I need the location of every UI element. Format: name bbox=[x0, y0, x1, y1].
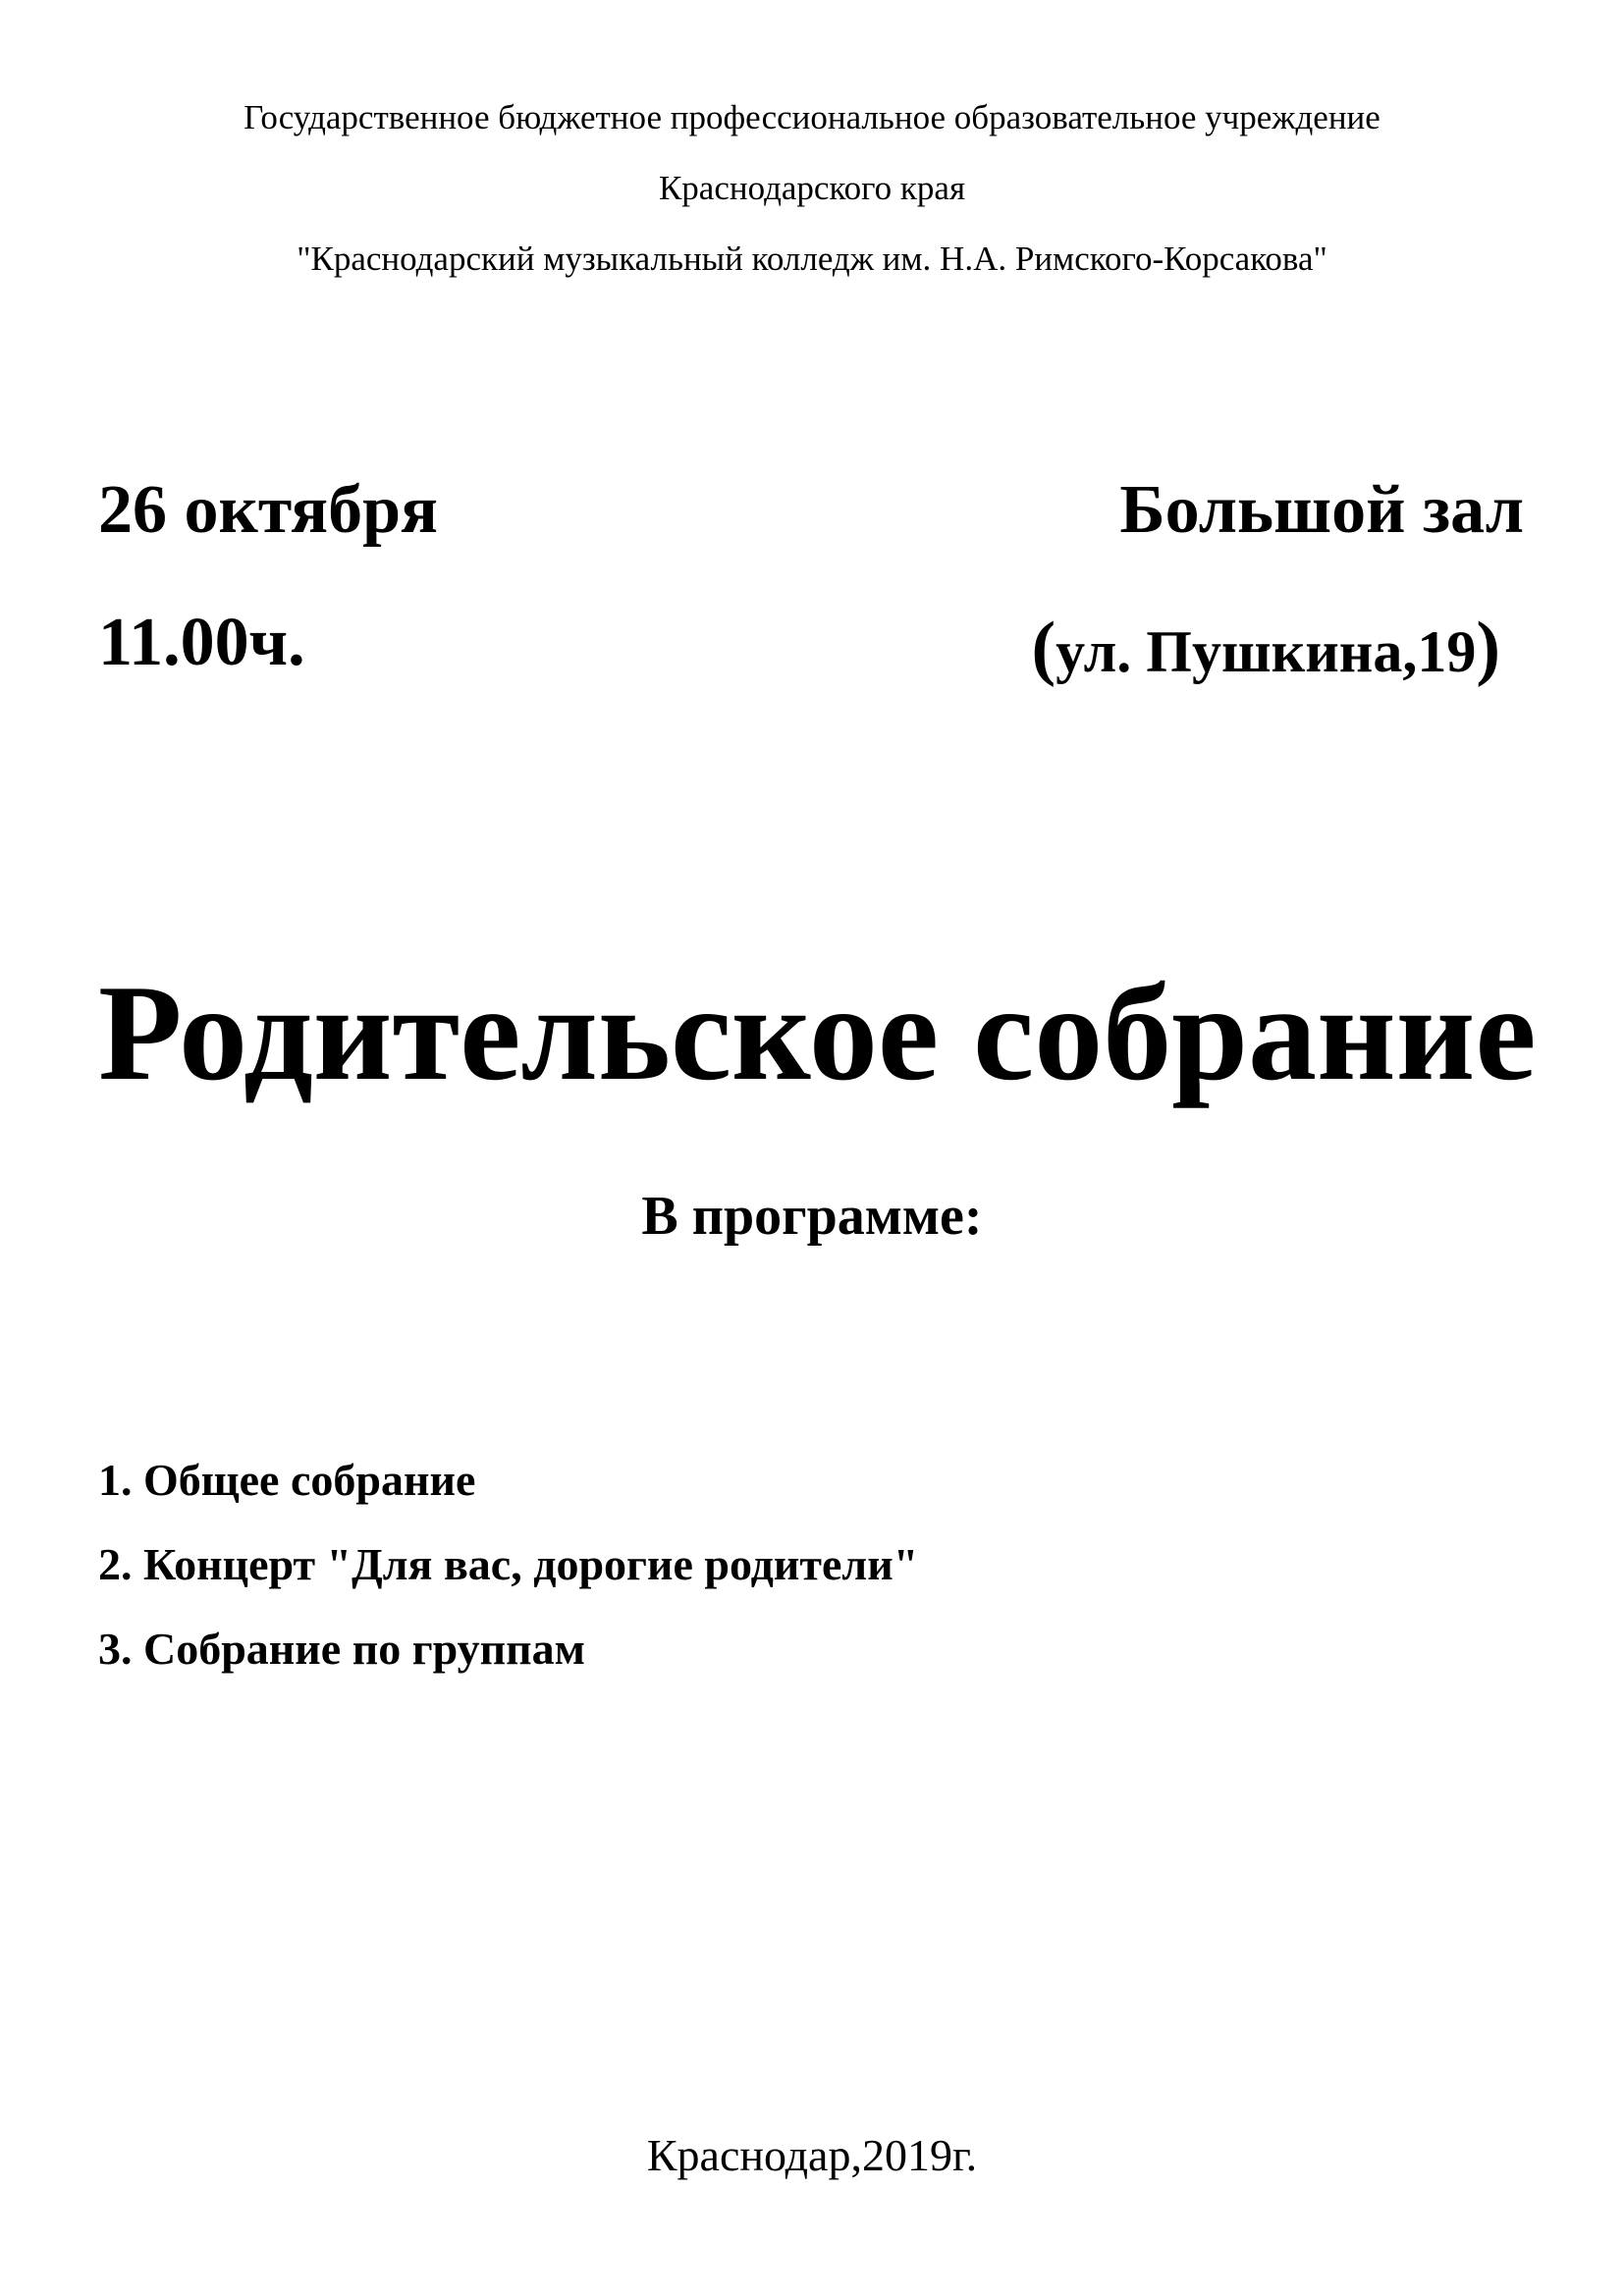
institution-line-1: Государственное бюджетное профессиональное образовательное учреждение bbox=[244, 98, 1380, 136]
address-close-paren: ) bbox=[1476, 608, 1500, 688]
event-address bbox=[1031, 609, 1500, 691]
institution-line-2: Краснодарского края bbox=[658, 169, 966, 207]
event-hall: Большой зал bbox=[1119, 472, 1524, 548]
program-item: 1. Общее собрание bbox=[98, 1455, 476, 1505]
event-time: 11.00ч. bbox=[98, 605, 305, 680]
program-item: 2. Концерт "Для вас, дорогие родители" bbox=[98, 1539, 919, 1589]
address-text: ул. Пушкина,19 bbox=[1056, 619, 1477, 684]
event-date: 26 октября bbox=[98, 472, 438, 548]
institution-line-3: "Краснодарский музыкальный колледж им. Н.А. Римского-Корсакова" bbox=[297, 240, 1327, 278]
institution-header bbox=[0, 98, 1624, 310]
program-heading: В программе: bbox=[641, 1186, 983, 1247]
page-title: Родительское собрание bbox=[98, 957, 1537, 1109]
footer-place-year: Краснодар,2019г. bbox=[646, 2130, 978, 2180]
program-item: 3. Собрание по группам bbox=[98, 1624, 585, 1674]
program-list bbox=[98, 1455, 918, 1708]
address-open-paren: ( bbox=[1031, 608, 1056, 688]
